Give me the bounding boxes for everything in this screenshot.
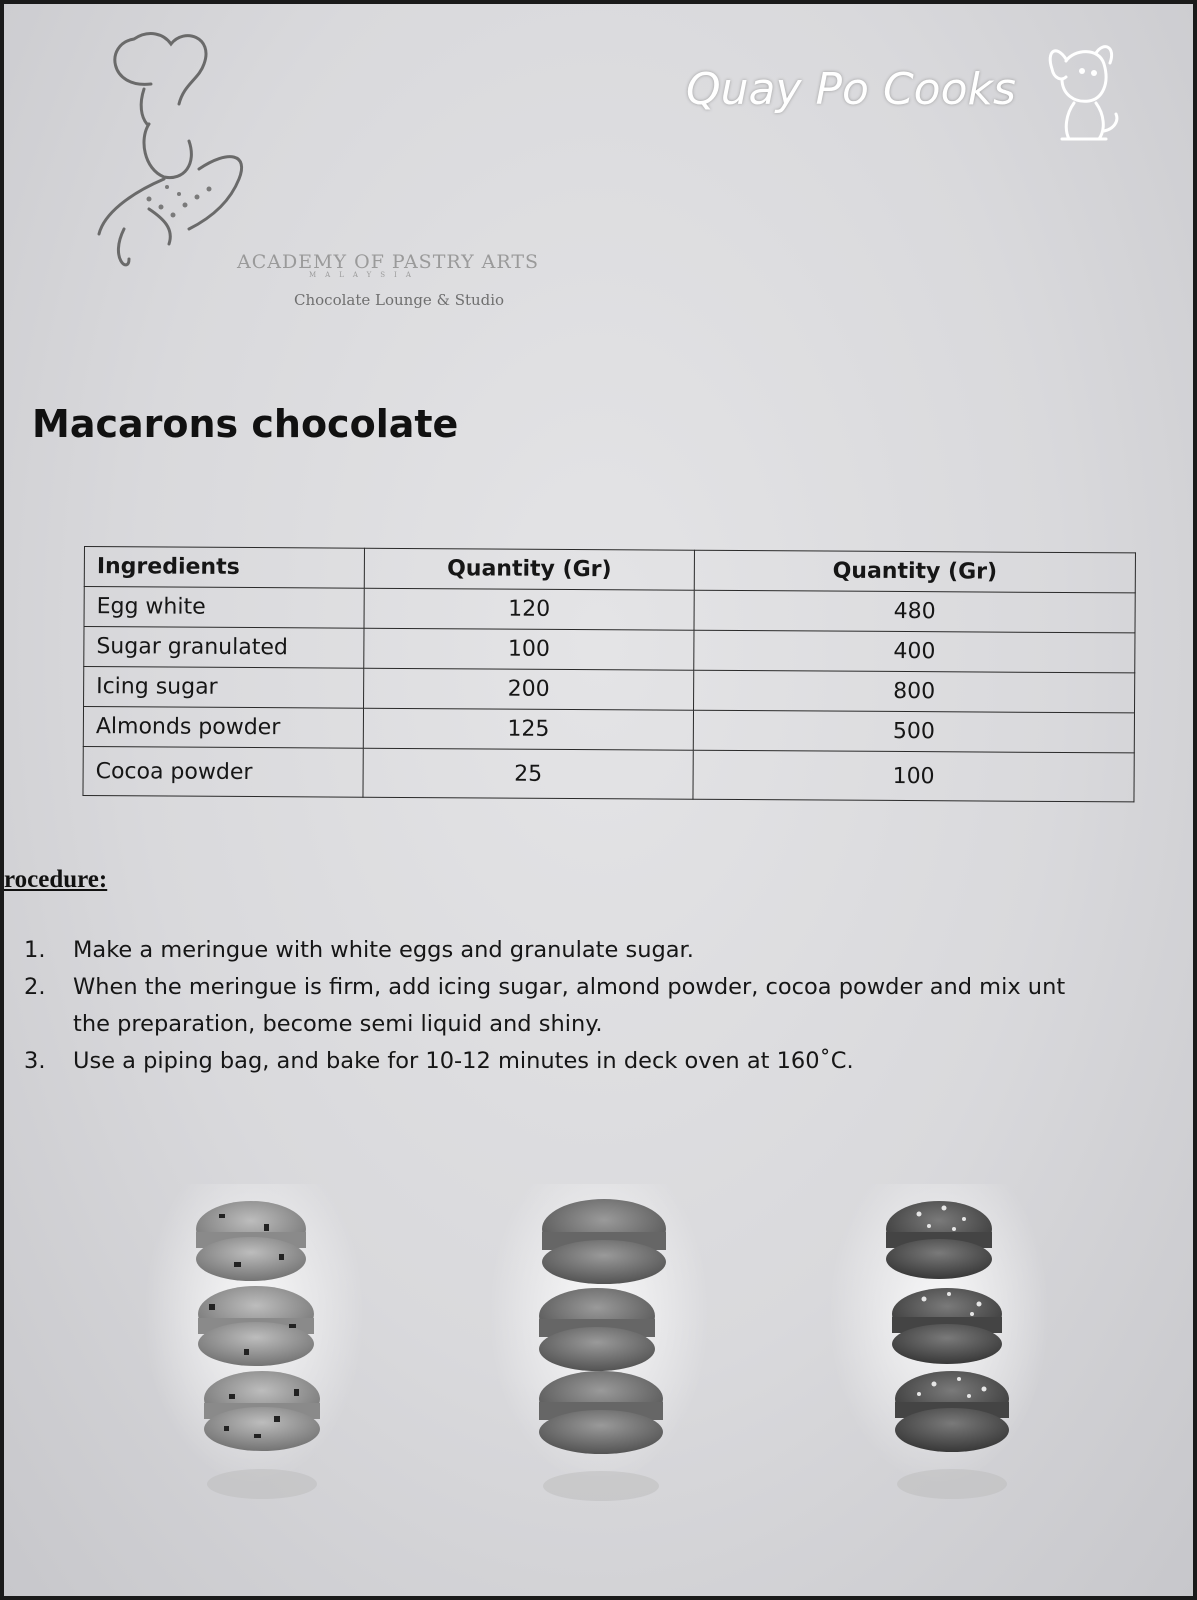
recipe-title: Macarons chocolate: [32, 402, 459, 446]
table-row: [84, 587, 1135, 633]
macarons-photo: [4, 1184, 1193, 1596]
table-row: [84, 627, 1135, 673]
table-row: [83, 707, 1134, 753]
quantity-cell: 200: [364, 668, 694, 710]
table-row: [84, 667, 1135, 713]
quantity-cell: 100: [364, 628, 694, 670]
academy-logo: [89, 29, 540, 309]
ingredient-name: Almonds powder: [83, 707, 363, 749]
document-page: [4, 4, 1193, 1596]
column-header: Quantity (Gr): [364, 548, 694, 590]
column-header: Quantity (Gr): [694, 550, 1135, 593]
list-item: [18, 969, 1193, 1043]
academy-country: MALAYSIA: [309, 271, 420, 279]
dog-mascot-icon: [1044, 39, 1124, 149]
quantity-cell: 500: [693, 710, 1134, 753]
table-header-row: [84, 547, 1135, 593]
quantity-cell: 125: [363, 708, 693, 750]
macaron-stack-plain: [489, 1184, 709, 1501]
ingredient-name: Cocoa powder: [83, 746, 363, 797]
list-item: [18, 1043, 1193, 1080]
ingredients-table: [82, 546, 1136, 802]
quantity-cell: 100: [693, 750, 1134, 802]
step-text-continued: the preparation, become semi liquid and shiny.: [73, 1011, 603, 1037]
macaron-stack-sprinkled: [829, 1184, 1049, 1499]
blog-watermark: Quay Po Cooks: [686, 64, 1016, 115]
procedure-steps: [18, 932, 1193, 1080]
ingredient-name: Egg white: [84, 587, 364, 629]
quantity-cell: 400: [694, 630, 1135, 673]
academy-name: ACADEMY OF PASTRY ARTS: [237, 251, 540, 273]
step-number: 1.: [24, 937, 46, 963]
step-text: When the meringue is firm, add icing sugar, almond powder, cocoa powder and mix unt: [73, 974, 1066, 1000]
quantity-cell: 25: [363, 748, 693, 799]
ingredient-name: Icing sugar: [84, 667, 364, 709]
list-item: [18, 932, 1193, 969]
step-number: 3.: [24, 1048, 46, 1074]
macaron-stack-speckled: [144, 1184, 364, 1499]
table-row: [83, 746, 1134, 801]
column-header: Ingredients: [84, 547, 364, 589]
procedure-heading: rocedure:: [4, 866, 108, 893]
quantity-cell: 800: [694, 670, 1135, 713]
step-text: Use a piping bag, and bake for 10-12 minutes in deck oven at 160˚C.: [73, 1048, 854, 1074]
step-text: Make a meringue with white eggs and granulate sugar.: [73, 937, 694, 963]
ingredient-name: Sugar granulated: [84, 627, 364, 669]
quantity-cell: 480: [694, 590, 1135, 633]
academy-subtitle: Chocolate Lounge & Studio: [294, 291, 505, 309]
quantity-cell: 120: [364, 588, 694, 630]
step-number: 2.: [24, 974, 46, 1000]
